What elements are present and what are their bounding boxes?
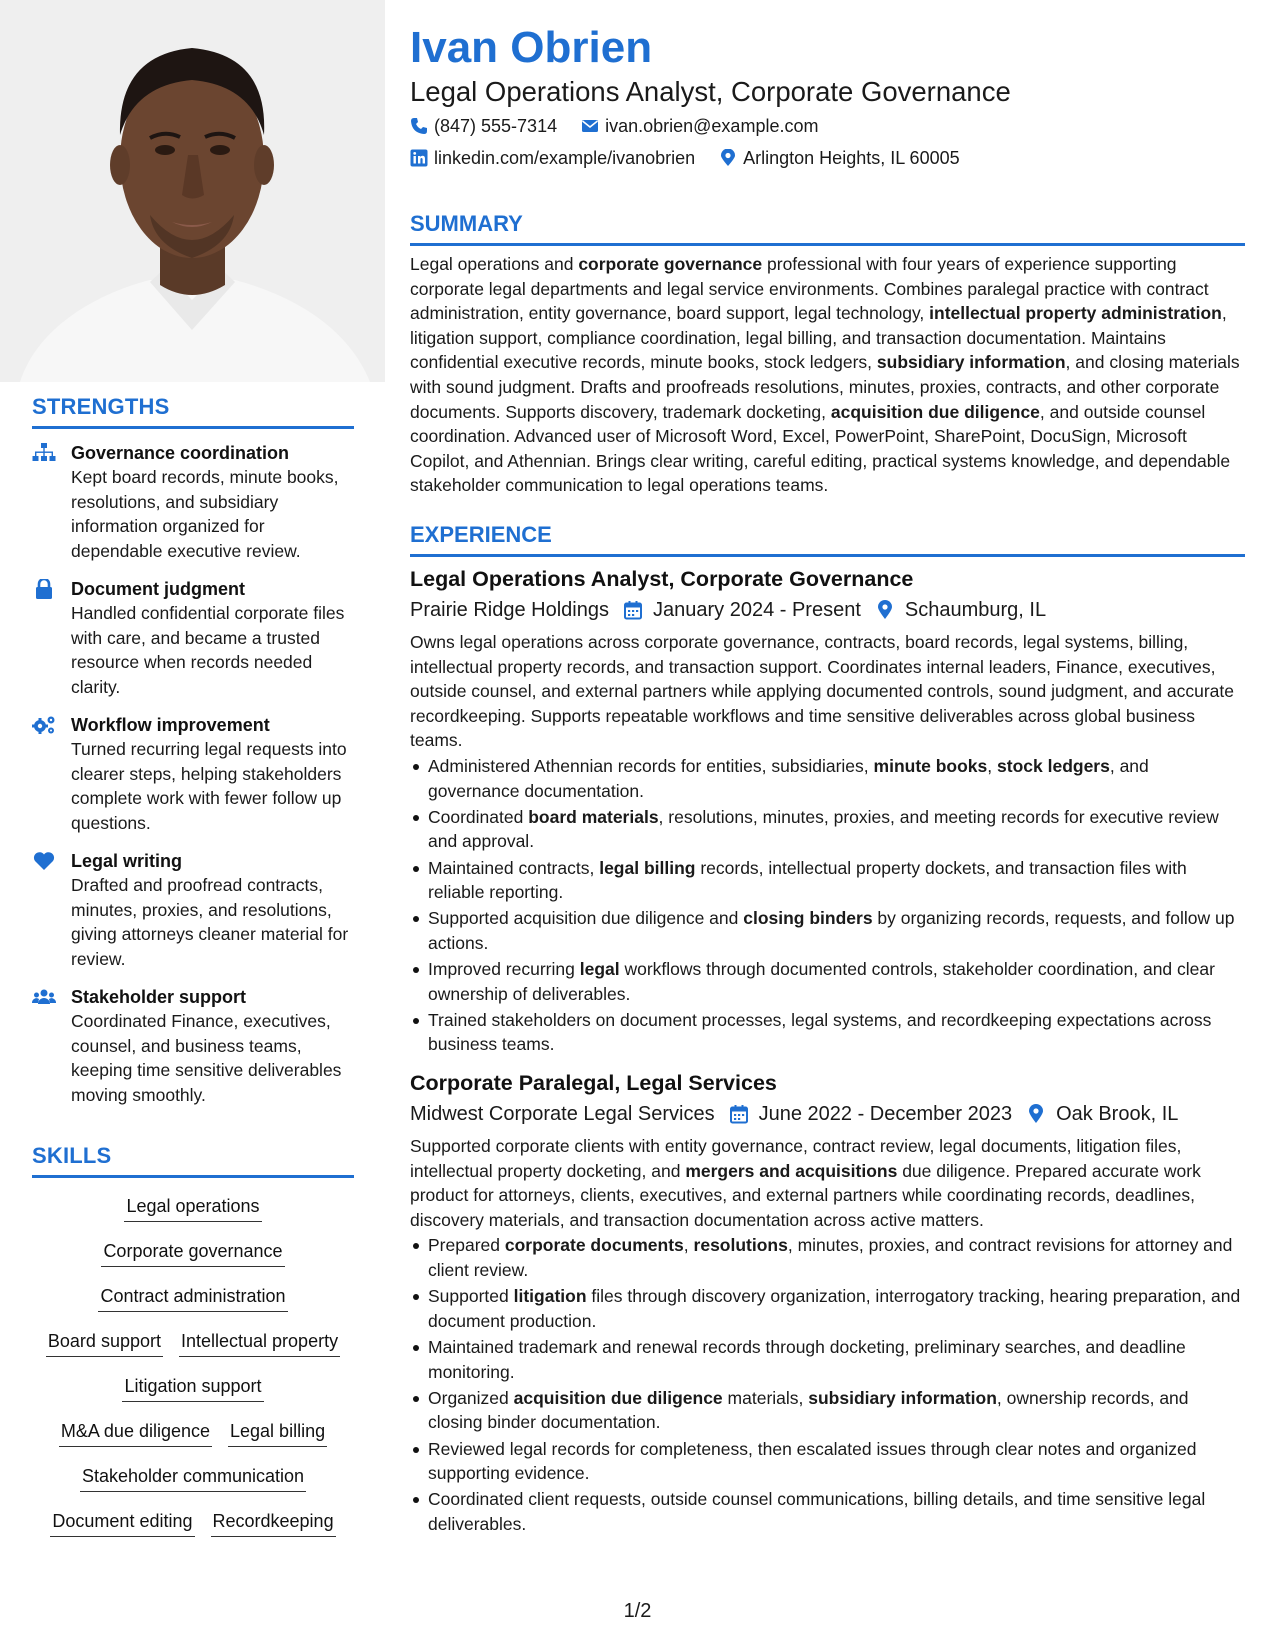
- skills-section: [32, 1143, 354, 1548]
- strength-item: [32, 577, 354, 699]
- job-location: Oak Brook, IL: [1056, 1103, 1179, 1126]
- summary-heading: SUMMARY: [410, 211, 523, 236]
- bullet-item: Supported litigation files through discovery organization, interrogatory tracking, hearing preparation, and document production.: [410, 1284, 1245, 1333]
- bullet-item: Coordinated board materials, resolutions, minutes, proxies, and meeting records for executive review and approval.: [410, 805, 1245, 854]
- skill-tag: Document editing: [50, 1509, 194, 1537]
- strength-title: Governance coordination: [71, 443, 290, 463]
- bullet-item: Administered Athennian records for entities, subsidiaries, minute books, stock ledgers, and governance documentation.: [410, 754, 1245, 803]
- page-number: 1/2: [623, 1600, 652, 1622]
- envelope-icon: [581, 117, 599, 135]
- job-summary: Owns legal operations across corporate governance, contracts, board records, legal systems, billing, intellectual property records, and transaction support. Coordinates internal leaders, Finance, executives, outside counsel, and external partners while applying documented controls, sound judgment, and accurate recordkeeping. Supports repeatable workflows and time sensitive deliverables across global business teams.: [410, 632, 1234, 751]
- users-icon: [32, 987, 56, 1007]
- job-meta: [410, 1100, 1245, 1128]
- job-dates: June 2022 - December 2023: [758, 1103, 1013, 1126]
- skills-divider: [32, 1175, 354, 1178]
- skill-tag: Contract administration: [98, 1284, 287, 1312]
- strength-item: [32, 985, 354, 1107]
- linkedin-icon: [410, 149, 428, 167]
- skill-tag: M&A due diligence: [59, 1419, 212, 1447]
- skill-tag: Stakeholder communication: [80, 1464, 306, 1492]
- experience-divider: [410, 554, 1245, 557]
- bullet-item: Supported acquisition due diligence and closing binders by organizing records, requests, and follow up actions.: [410, 906, 1245, 955]
- contact-row-2: [410, 146, 960, 170]
- email-link[interactable]: ivan.obrien@example.com: [605, 116, 819, 136]
- strengths-heading: STRENGTHS: [32, 394, 170, 419]
- strength-description: Coordinated Finance, executives, counsel, and business teams, keeping time sensitive deliverables moving smoothly.: [71, 1011, 342, 1105]
- skill-tag: Legal operations: [124, 1194, 261, 1222]
- summary-text: Legal operations and corporate governance professional with four years of experience supporting corporate legal departments and legal service environments. Combines paralegal practice with contract administration, entity governance, board support, legal technology, intellectual property administration, litigation support, compliance coordination, legal billing, and transaction documentation. Maintains confidential executive records, minute books, stock ledgers, subsidiary information, and closing materials with sound judgment. Drafts and proofreads resolutions, minutes, proxies, contracts, and other corporate documents. Supports discovery, trademark docketing, acquisition due diligence, and outside counsel coordination. Advanced user of Microsoft Word, Excel, PowerPoint, SharePoint, DocuSign, Microsoft Copilot, and Athennian. Brings clear writing, careful editing, practical systems knowledge, and dependable stakeholder communication to legal operations teams.: [410, 254, 1240, 496]
- strength-title: Stakeholder support: [71, 987, 247, 1007]
- strength-title: Workflow improvement: [71, 715, 270, 735]
- job-meta: [410, 596, 1245, 624]
- skill-tag: Corporate governance: [101, 1239, 284, 1267]
- strengths-section: [32, 394, 354, 1107]
- bullet-item: Maintained contracts, legal billing records, intellectual property dockets, and transaction files with reliable reporting.: [410, 856, 1245, 905]
- bullet-item: Prepared corporate documents, resolutions, minutes, proxies, and contract revisions for attorney and client review.: [410, 1233, 1245, 1282]
- experience-section: [410, 522, 1245, 1538]
- candidate-headline: Legal Operations Analyst, Corporate Governance: [410, 76, 1011, 107]
- job-location: Schaumburg, IL: [904, 599, 1047, 621]
- job-entry: [410, 1069, 1245, 1536]
- strength-title: Document judgment: [71, 579, 245, 599]
- company-name: Prairie Ridge Holdings: [410, 599, 609, 621]
- strength-description: Turned recurring legal requests into clearer steps, helping stakeholders complete work with fewer follow up questions.: [71, 739, 347, 833]
- map-pin-icon: [719, 149, 737, 167]
- skill-tag: Litigation support: [122, 1374, 263, 1402]
- heart-icon: [32, 851, 56, 871]
- map-pin-icon: [1026, 1104, 1046, 1124]
- job-bullets: [410, 754, 1245, 1057]
- gears-icon: [32, 715, 56, 735]
- bullet-item: Coordinated client requests, outside counsel communications, billing details, and time sensitive legal deliverables.: [410, 1487, 1245, 1536]
- bullet-item: Organized acquisition due diligence materials, subsidiary information, ownership records, and closing binder documentation.: [410, 1386, 1245, 1435]
- location-text: Arlington Heights, IL 60005: [743, 148, 960, 168]
- strength-description: Kept board records, minute books, resolutions, and subsidiary information organized for dependable executive review.: [71, 467, 339, 561]
- skill-tag: Recordkeeping: [211, 1509, 336, 1537]
- skills-list: [32, 1188, 354, 1548]
- calendar-icon: [729, 1104, 749, 1124]
- job-dates: January 2024 - Present: [652, 599, 861, 621]
- profile-photo: [0, 0, 385, 382]
- sitemap-icon: [32, 443, 56, 463]
- skill-tag: Legal billing: [228, 1419, 327, 1447]
- strengths-divider: [32, 426, 354, 429]
- strength-item: [32, 849, 354, 971]
- job-entry: [410, 565, 1245, 1057]
- company-name: Midwest Corporate Legal Services: [410, 1103, 715, 1126]
- bullet-item: Improved recurring legal workflows through documented controls, stakeholder coordination, and clear ownership of deliverables.: [410, 957, 1245, 1006]
- strength-item: [32, 713, 354, 835]
- phone-number[interactable]: (847) 555-7314: [434, 116, 558, 136]
- strength-item: [32, 441, 354, 563]
- phone-icon: [410, 117, 428, 135]
- job-bullets: [410, 1233, 1245, 1536]
- bullet-item: Reviewed legal records for completeness, then escalated issues through clear notes and organized supporting evidence.: [410, 1437, 1245, 1486]
- bullet-item: Trained stakeholders on document processes, legal systems, and recordkeeping expectations across business teams.: [410, 1008, 1245, 1057]
- summary-divider: [410, 243, 1245, 246]
- linkedin-link[interactable]: linkedin.com/example/ivanobrien: [434, 148, 696, 168]
- skill-tag: Intellectual property: [179, 1329, 340, 1357]
- bullet-item: Maintained trademark and renewal records through docketing, preliminary searches, and deadline monitoring.: [410, 1335, 1245, 1384]
- job-title: Corporate Paralegal, Legal Services: [410, 1071, 777, 1096]
- skill-tag: Board support: [46, 1329, 163, 1357]
- strength-description: Handled confidential corporate files with care, and became a trusted resource when records needed clarity.: [71, 603, 345, 697]
- strength-title: Legal writing: [71, 851, 183, 871]
- experience-heading: EXPERIENCE: [410, 522, 552, 547]
- lock-icon: [32, 579, 56, 599]
- skills-heading: SKILLS: [32, 1143, 112, 1168]
- job-title: Legal Operations Analyst, Corporate Governance: [410, 567, 914, 591]
- map-pin-icon: [875, 600, 895, 620]
- job-summary: Supported corporate clients with entity governance, contract review, legal documents, litigation files, intellectual property docketing, and mergers and acquisitions due diligence. Prepared accurate work product for attorneys, clients, executives, and external partners while coordinating records, deadlines, discovery materials, and transaction documentation across active matters.: [410, 1136, 1201, 1230]
- calendar-icon: [623, 600, 643, 620]
- contact-row-1: [410, 114, 818, 138]
- summary-section: [410, 211, 1245, 498]
- sidebar: [0, 0, 385, 1650]
- strength-description: Drafted and proofread contracts, minutes, proxies, and resolutions, giving attorneys cleaner material for review.: [71, 875, 349, 969]
- candidate-name: Ivan Obrien: [410, 23, 653, 72]
